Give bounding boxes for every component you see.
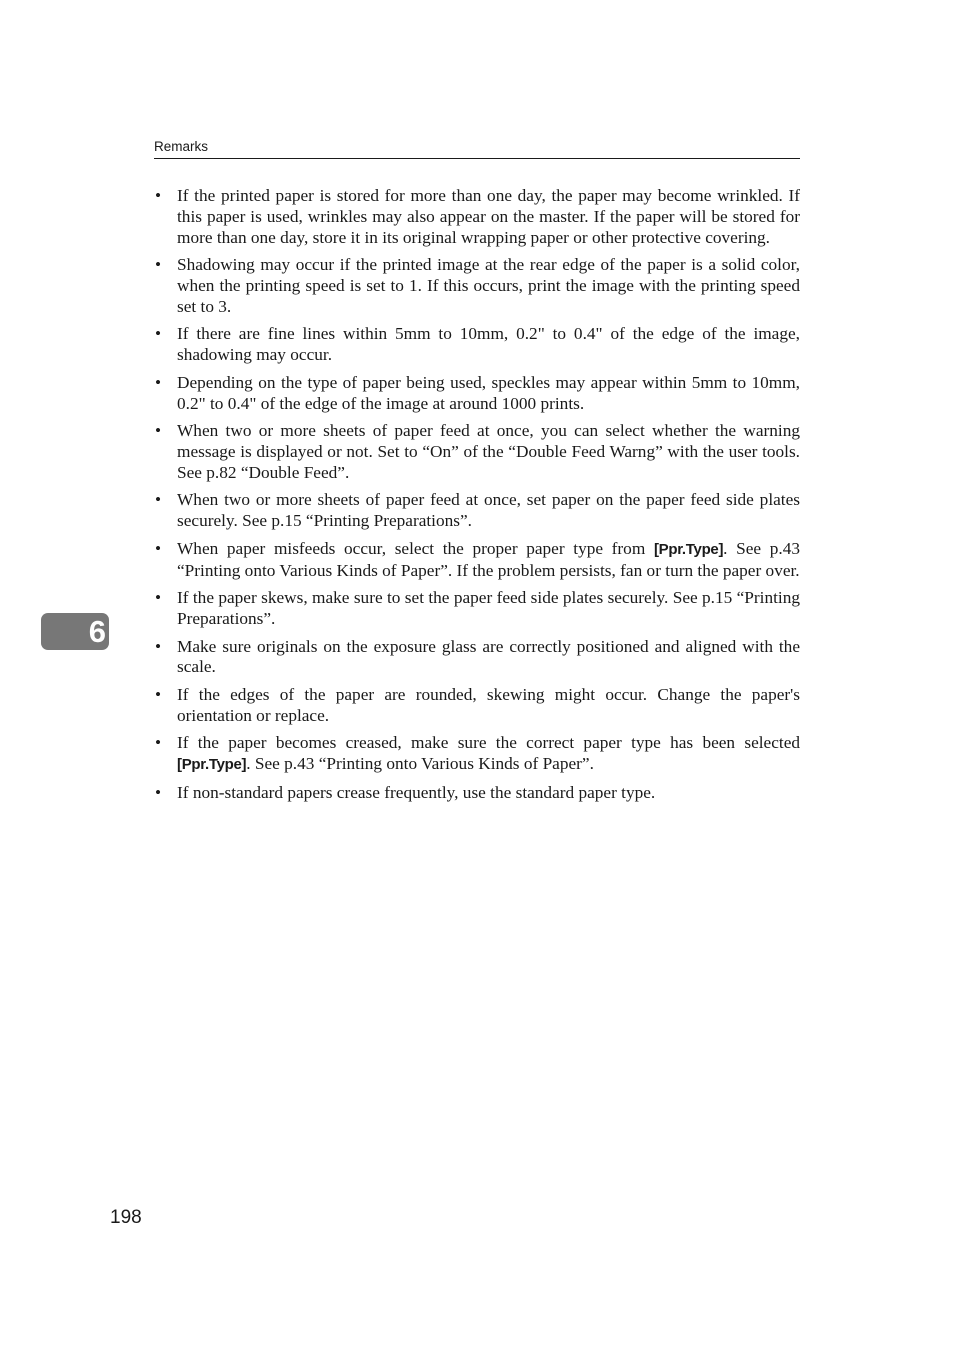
remark-item xyxy=(154,783,800,804)
bullet-icon: • xyxy=(155,588,162,608)
remark-item xyxy=(154,255,800,317)
remark-item xyxy=(154,373,800,415)
bullet-icon: • xyxy=(155,684,162,704)
bullet-icon: • xyxy=(155,421,162,441)
remark-item xyxy=(154,490,800,532)
remark-text: If non-standard papers crease frequently, use the standard paper type. xyxy=(177,782,656,802)
remark-item xyxy=(154,324,800,366)
remark-text: If the printed paper is stored for more than one day, the paper may become wrinkled. If this paper is used, wrinkles may also appear on the master. If the paper will be stored for more than one day, store it in its original wrapping paper or other protective covering. xyxy=(177,186,800,247)
bullet-icon: • xyxy=(155,490,162,510)
remark-text: If the paper skews, make sure to set the paper feed side plates securely. See p.15 “Printing Preparations”. xyxy=(177,588,800,628)
remark-text: When paper misfeeds occur, select the proper paper type from xyxy=(177,538,654,558)
bullet-icon: • xyxy=(155,538,162,558)
remark-text: . See p.43 “Printing onto Various Kinds of Paper”. xyxy=(246,754,594,774)
remarks-section xyxy=(154,186,800,810)
remark-text: If the paper becomes creased, make sure the correct paper type has been selected xyxy=(177,733,800,753)
remark-text: When two or more sheets of paper feed at once, you can select whether the warning message is displayed or not. Set to “On” of the “Double Feed Warng” with the user tools. See p.82 “Double Feed”. xyxy=(177,421,800,482)
remark-text: If there are fine lines within 5mm to 10mm, 0.2" to 0.4" of the edge of the image, shadowing may occur. xyxy=(177,324,800,365)
bullet-icon: • xyxy=(155,324,162,344)
remark-text: Make sure originals on the exposure glass are correctly positioned and aligned with the scale. xyxy=(177,636,800,677)
remark-item xyxy=(154,539,800,582)
remark-item xyxy=(154,186,800,248)
remarks-list xyxy=(154,186,800,803)
bullet-icon: • xyxy=(155,733,162,753)
remark-item xyxy=(154,588,800,630)
chapter-tab: 6 xyxy=(41,613,109,650)
bullet-icon: • xyxy=(155,636,162,656)
page-number: 198 xyxy=(110,1207,142,1228)
remark-item xyxy=(154,685,800,727)
section-header-label: Remarks xyxy=(154,139,209,154)
remark-text: . See p.43 “Printing onto Various Kinds of Paper”. If the problem persists, fan or turn the paper over. xyxy=(177,538,801,580)
remark-item xyxy=(154,637,800,679)
bullet-icon: • xyxy=(155,255,162,275)
bullet-icon: • xyxy=(155,372,162,392)
remark-text: When two or more sheets of paper feed at once, set paper on the paper feed side plates securely. See p.15 “Printing Preparations”. xyxy=(177,490,800,531)
remark-text: Shadowing may occur if the printed image at the rear edge of the paper is a solid color, when the printing speed is set to 1. If this occurs, print the image with the printing speed set to 3. xyxy=(177,255,800,316)
key-label: [Ppr.Type] xyxy=(177,756,247,774)
bullet-icon: • xyxy=(155,186,162,205)
remark-text: If the edges of the paper are rounded, skewing might occur. Change the paper's orientation or replace. xyxy=(177,684,800,725)
remark-text: Depending on the type of paper being used, speckles may appear within 5mm to 10mm, 0.2" to 0.4" of the edge of the image at around 1000 prints. xyxy=(177,372,800,413)
header-divider xyxy=(154,158,800,159)
remark-item xyxy=(154,421,800,483)
remark-item xyxy=(154,733,800,776)
bullet-icon: • xyxy=(155,782,162,802)
key-label: [Ppr.Type] xyxy=(653,540,724,558)
